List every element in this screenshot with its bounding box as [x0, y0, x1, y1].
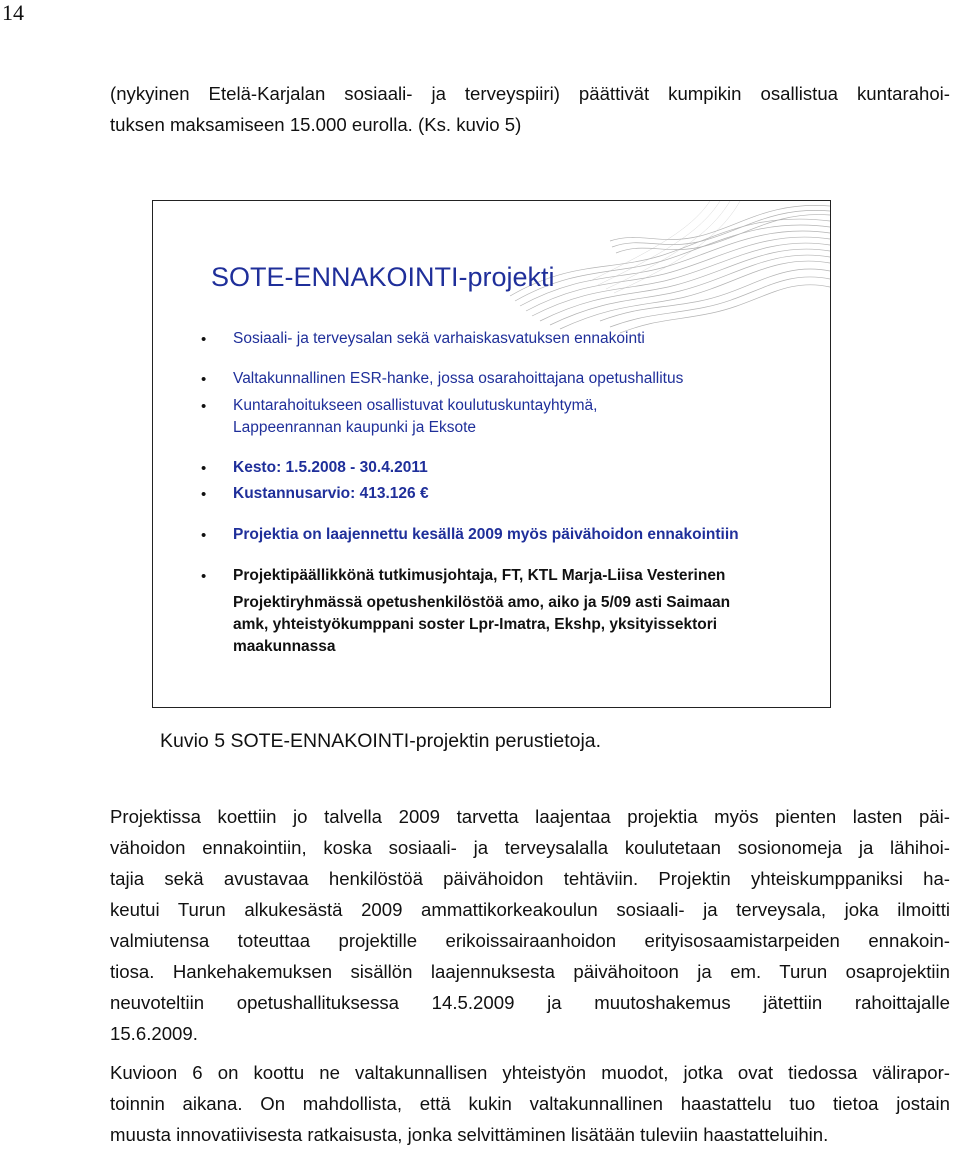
- bullet-icon: •: [201, 486, 207, 503]
- text-line: (nykyinen Etelä-Karjalan sosiaali- ja terveyspiiri) päättivät kumpikin osallistua kuntarahoi-: [110, 83, 950, 104]
- bullet-text: Kustannusarvio: 413.126: [233, 485, 416, 502]
- bullet-text: Valtakunnallinen ESR-hanke, jossa osarahoittajana opetushallitus: [233, 370, 684, 387]
- text-line: keutui Turun alkukesästä 2009 ammattikorkeakoulun sosiaali- ja terveysala, joka ilmoitti: [110, 899, 950, 920]
- paragraph-body: [110, 801, 950, 1049]
- text-line: tiosa. Hankehakemuksen sisällön laajennuksesta päivähoitoon ja em. Turun osaprojektiin: [110, 961, 950, 982]
- figure-slide: [152, 200, 831, 708]
- page-number: 14: [2, 0, 24, 25]
- bullet-text: Projektia on laajennettu kesällä 2009 myös päivähoidon ennakointiin: [233, 526, 739, 543]
- bullet-icon: •: [201, 398, 207, 415]
- bullet-text: Kuntarahoitukseen osallistuvat koulutuskuntayhtymä,: [233, 397, 598, 414]
- bullet-text: amk, yhteistyökumppani soster Lpr-Imatra, Ekshp, yksityissektori: [233, 616, 718, 633]
- bullet-icon: •: [201, 568, 207, 585]
- text-line: Kuvioon 6 on koottu ne valtakunnallisen yhteistyön muodot, jotka ovat tiedossa välirapor-: [110, 1062, 950, 1083]
- text-line: tajia sekä avustavaa henkilöstöä päivähoidon tehtäviin. Projektin yhteiskumppaniksi ha-: [110, 868, 950, 889]
- text-line: muusta innovatiivisesta ratkaisusta, jonka selvittäminen lisätään tuleviin haastatteluihin.: [110, 1124, 829, 1145]
- slide-bullet-list: [153, 201, 830, 707]
- text-line: 15.6.2009.: [110, 1023, 198, 1044]
- text-line: toinnin aikana. On mahdollista, että kukin valtakunnallinen haastattelu tuo tietoa jostain: [110, 1093, 950, 1114]
- bullet-text: maakunnassa: [233, 638, 336, 655]
- text-line: vähoidon ennakointiin, koska sosiaali- ja terveysalalla koulutetaan sosionomeja ja lähihoi-: [110, 837, 950, 858]
- figure-caption: Kuvio 5 SOTE-ENNAKOINTI-projektin perustietoja.: [160, 730, 602, 752]
- paragraph-closing: [110, 1057, 950, 1150]
- bullet-text: Kesto: 1.5.2008 - 30.4.2011: [233, 459, 428, 476]
- bullet-icon: •: [201, 527, 207, 544]
- slide-title: SOTE-ENNAKOINTI-projekti: [211, 262, 555, 292]
- bullet-text: Projektiryhmässä opetushenkilöstöä amo, aiko ja 5/09 asti Saimaan: [233, 594, 731, 611]
- text-line: tuksen maksamiseen 15.000 eurolla. (Ks. kuvio 5): [110, 114, 522, 135]
- bullet-icon: •: [201, 460, 207, 477]
- text-line: neuvoteltiin opetushallituksessa 14.5.2009 ja muutoshakemus jätettiin rahoittajalle: [110, 992, 950, 1013]
- text-line: Projektissa koettiin jo talvella 2009 tarvetta laajentaa projektia myös pienten lasten päi-: [110, 806, 950, 827]
- bullet-text: Sosiaali- ja terveysalan sekä varhaiskasvatuksen ennakointi: [233, 330, 645, 347]
- euro-sign: €: [419, 485, 429, 502]
- bullet-icon: •: [201, 331, 207, 348]
- text-line: valmiutensa toteuttaa projektille erikoissairaanhoidon erityisosaamistarpeiden ennakoin-: [110, 930, 950, 951]
- bullet-text: Lappeenrannan kaupunki ja Eksote: [233, 419, 477, 436]
- bullet-text: Projektipäällikkönä tutkimusjohtaja, FT, KTL Marja-Liisa Vesterinen: [233, 567, 726, 584]
- paragraph-intro: [110, 78, 950, 140]
- bullet-icon: •: [201, 371, 207, 388]
